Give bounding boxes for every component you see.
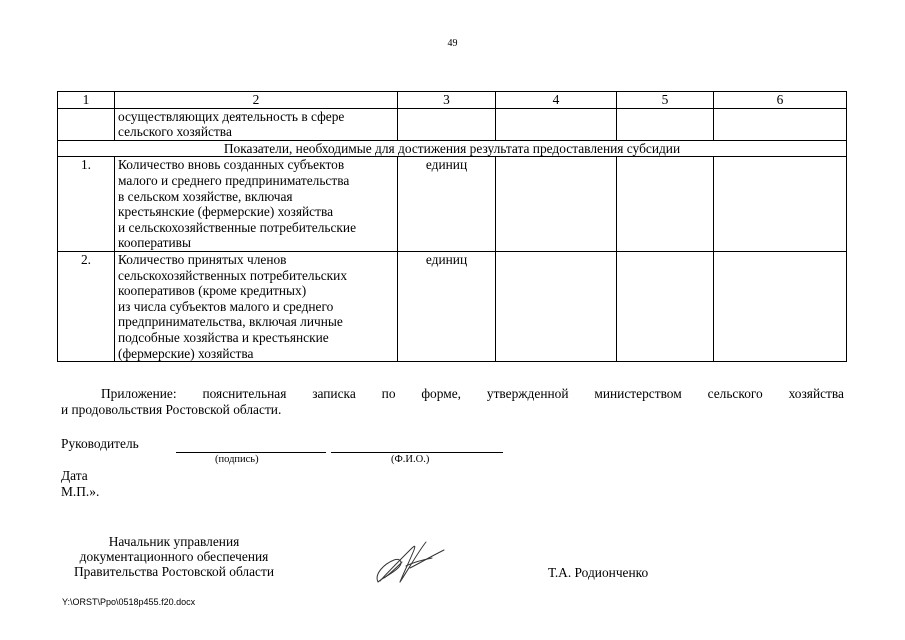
- seal-label: М.П.».: [61, 484, 100, 499]
- note-line: Приложение: пояснительная записка по форме, утвержденной министерством сельского хозяйства: [101, 386, 844, 401]
- text-line: предпринимательства, включая личные: [118, 314, 343, 330]
- signature-line: [176, 452, 326, 453]
- text-line: Правительства Ростовской области: [73, 564, 275, 579]
- column-header: 3: [398, 92, 496, 109]
- text-line: Начальник управления: [108, 534, 240, 549]
- column-header: 5: [617, 92, 714, 109]
- name-line: [331, 452, 503, 453]
- text-line: документационного обеспечения: [79, 549, 269, 564]
- text-line: Количество вновь созданных субъектов: [118, 157, 345, 173]
- table-header-row: [58, 92, 847, 109]
- text-line: (фермерские) хозяйства: [118, 345, 254, 361]
- appendix-note: [61, 386, 844, 418]
- section-title: Показатели, необходимые для достижения результата предоставления субсидии: [58, 140, 847, 157]
- text-line: кооперативов (кроме кредитных): [118, 283, 307, 299]
- handwritten-signature: [370, 538, 456, 588]
- name-caption: (Ф.И.О.): [391, 454, 430, 465]
- column-header: 4: [496, 92, 617, 109]
- table-row: [58, 251, 847, 361]
- indicators-table: [57, 91, 847, 362]
- indicator-description: [115, 251, 398, 361]
- note-line: и продовольствия Ростовской области.: [61, 402, 282, 417]
- unit-cell: единиц: [398, 251, 496, 361]
- text-line: в сельском хозяйстве, включая: [118, 188, 293, 204]
- row-number: 2.: [58, 251, 115, 361]
- indicator-description: [115, 108, 398, 140]
- text-line: Количество принятых членов: [118, 251, 287, 267]
- row-number: 1.: [58, 157, 115, 252]
- table-row: [58, 108, 847, 140]
- table-row: [58, 157, 847, 252]
- text-line: малого и среднего предпринимательства: [118, 172, 350, 188]
- text-line: кооперативы: [118, 235, 191, 251]
- text-line: из числа субъектов малого и среднего: [118, 298, 334, 314]
- file-path: Y:\ORST\Ppo\0518p455.f20.docx: [62, 597, 196, 607]
- section-row: [58, 140, 847, 157]
- indicator-description: [115, 157, 398, 252]
- text-line: сельского хозяйства: [118, 124, 232, 140]
- text-line: крестьянские (фермерские) хозяйства: [118, 204, 334, 220]
- column-header: 1: [58, 92, 115, 109]
- column-header: 6: [714, 92, 847, 109]
- official-title: [61, 534, 287, 579]
- date-label: Дата: [61, 468, 88, 483]
- unit-cell: единиц: [398, 157, 496, 252]
- text-line: подсобные хозяйства и крестьянские: [118, 329, 329, 345]
- head-label: Руководитель: [61, 436, 139, 451]
- text-line: и сельскохозяйственные потребительские: [118, 219, 357, 235]
- signature-caption: (подпись): [215, 454, 259, 465]
- text-line: сельскохозяйственных потребительских: [118, 267, 348, 283]
- text-line: осуществляющих деятельность в сфере: [118, 108, 345, 124]
- official-name: Т.А. Родионченко: [548, 565, 649, 580]
- column-header: 2: [115, 92, 398, 109]
- page-number: 49: [447, 38, 458, 49]
